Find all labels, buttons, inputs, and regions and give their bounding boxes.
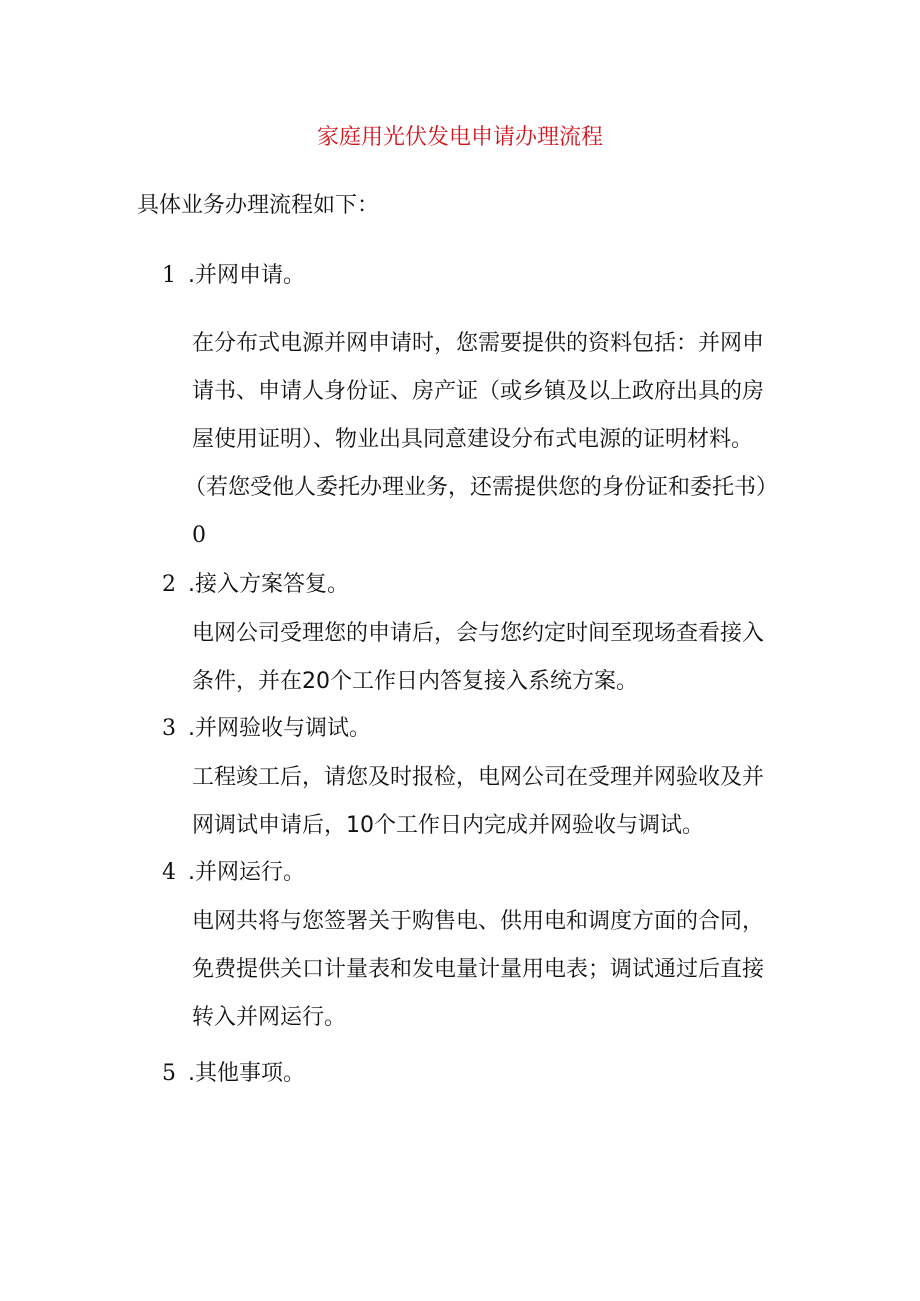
body-line: 网调试申请后，10个工作日内完成并网验收与调试。: [192, 813, 704, 838]
section-3-body: [192, 754, 822, 850]
body-line: 免费提供关口计量表和发电量计量用电表；调试通过后直接: [192, 957, 765, 982]
section-1-heading: [162, 258, 305, 294]
body-line: 在分布式电源并网申请时，您需要提供的资料包括：并网申: [192, 331, 765, 356]
body-line: 电网共将与您签署关于购售电、供用电和调度方面的合同，: [192, 909, 765, 934]
section-title: .其他事项。: [188, 1061, 305, 1086]
section-title: .接入方案答复。: [188, 572, 349, 597]
section-4-heading: [162, 855, 305, 891]
body-line: 请书、申请人身份证、房产证（或乡镇及以上政府出具的房: [192, 379, 765, 404]
section-2-body: [192, 610, 822, 706]
section-2-heading: [162, 567, 349, 603]
document-title: 家庭用光伏发电申请办理流程: [316, 125, 603, 150]
body-line: 0: [192, 523, 206, 548]
section-number: 1: [162, 263, 176, 288]
section-title: .并网运行。: [188, 860, 305, 885]
body-line: （若您受他人委托办理业务，还需提供您的身份证和委托书）: [184, 475, 779, 500]
section-4-body: [192, 898, 822, 1042]
section-1-body: [184, 320, 822, 560]
intro-text: 具体业务办理流程如下：: [137, 193, 380, 218]
body-line: 转入并网运行。: [192, 1005, 347, 1030]
section-number: 4: [162, 860, 176, 885]
body-line: 屋使用证明）、物业出具同意建设分布式电源的证明材料。: [192, 427, 754, 452]
section-number: 5: [162, 1061, 176, 1086]
section-number: 2: [162, 572, 176, 597]
section-number: 3: [162, 716, 176, 741]
section-3-heading: [162, 711, 371, 747]
section-title: .并网申请。: [188, 263, 305, 288]
section-5-heading: [162, 1056, 305, 1092]
body-line: 条件，并在20个工作日内答复接入系统方案。: [192, 669, 638, 694]
body-line: 电网公司受理您的申请后，会与您约定时间至现场查看接入: [192, 621, 765, 646]
body-line: 工程竣工后，请您及时报检，电网公司在受理并网验收及并: [192, 765, 765, 790]
section-title: .并网验收与调试。: [188, 716, 371, 741]
